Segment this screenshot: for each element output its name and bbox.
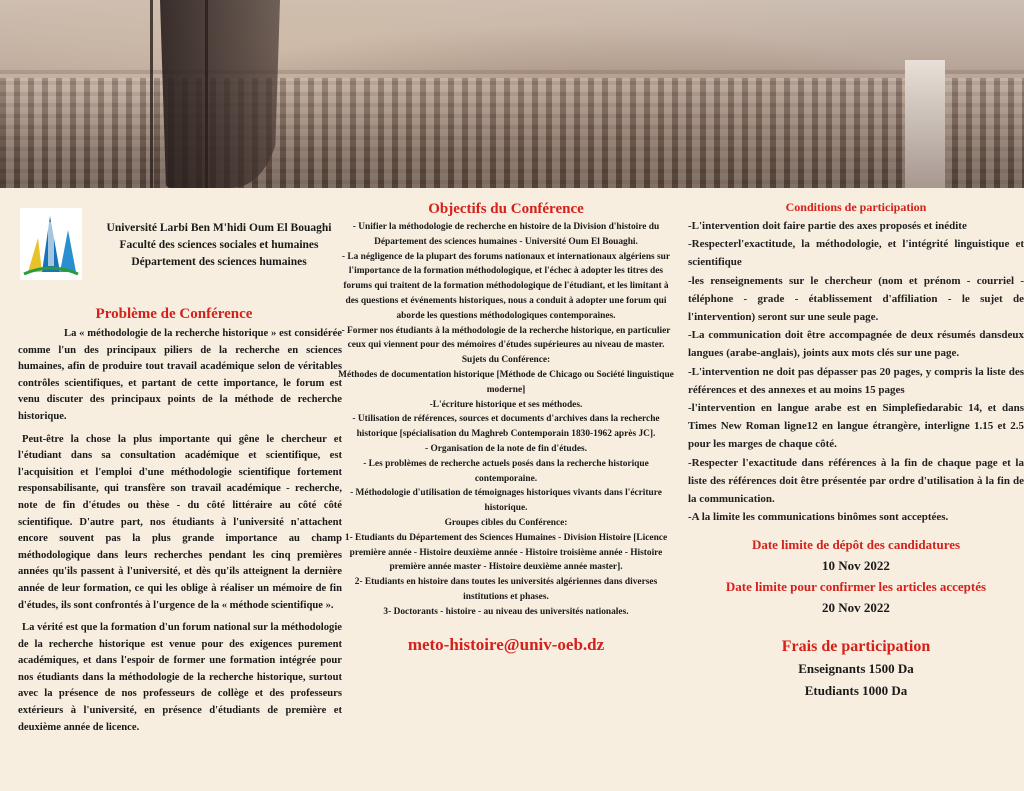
problem-text: [18, 326, 342, 742]
conditions-text: [688, 217, 1024, 526]
objective-line: - Unifier la méthodologie de recherche en histoire de la Division d'histoire du Département des sciences humaines - Université Oum El Bouaghi.: [352, 222, 660, 247]
topic-line: Méthodes de documentation historique [Méthode de Chicago ou Société linguistique moderne]: [338, 369, 674, 395]
target-group-line: 2- Etudiants en histoire dans toutes les universités algériennes dans diverses institutions et phases.: [354, 577, 658, 602]
header-photo-banner: [0, 0, 1024, 188]
university-name: Université Larbi Ben M'hidi Oum El Bouaghi: [106, 222, 332, 234]
condition-line: -Respecterl'exactitude, la méthodologie, et l'intégrité linguistique et scientifique: [688, 238, 1024, 269]
submission-deadline-date: 10 Nov 2022: [822, 558, 890, 574]
fees: [688, 658, 1024, 702]
submission-deadline-label: Date limite de dépôt des candidatures: [751, 537, 961, 553]
condition-line: -L'intervention doit faire partie des axes proposés et inédite: [688, 220, 967, 232]
problem-title: Problème de Conférence: [95, 306, 253, 322]
column-objectives: [338, 198, 674, 655]
condition-line: -La communication doit être accompagnée de deux résumés dansdeux langues (arabe-anglais), joints aux mots clés sur une page.: [688, 329, 1024, 360]
city-skyline: [0, 78, 1024, 188]
condition-line: -l'intervention en langue arabe est en Simplefiedarabic 14, et dans Times New Roman ligne12 en langue étrangère, interligne 1.15 et 2.5 pour les marges de chaque côté.: [688, 402, 1024, 451]
topics-heading: Sujets du Conférence:: [461, 355, 551, 366]
deadlines: [688, 534, 1024, 618]
university-header: [90, 220, 348, 271]
topic-line: - Utilisation de références, sources et documents d'archives dans la recherche historique [spécialisation du Maghreb Contemporain 1830-1962 après JC].: [352, 414, 660, 440]
department-name: Département des sciences humaines: [131, 256, 307, 268]
target-group-line: 1- Etudiants du Département des Sciences Humaines - Division Histoire [Licence première année - Histoire deuxième année - Histoire troisième année - Histoire première année master - Histoire deuxième année master].: [344, 532, 668, 573]
conditions-title: Conditions de participation: [785, 200, 927, 214]
condition-line: -Respecter l'exactitude dans références à la fin de chaque page et la liste des références doit être présentée par ordre d'utilisation à la fin de la communication.: [688, 456, 1024, 506]
target-group-line: 3- Doctorants - histoire - au niveau des universités nationales.: [383, 606, 629, 617]
ship-silhouette: [160, 0, 280, 188]
topic-line: -L'écriture historique et ses méthodes.: [429, 399, 583, 410]
minaret-tower: [905, 60, 945, 188]
faculty-name: Faculté des sciences sociales et humaines: [119, 239, 319, 251]
fee-teachers: Enseignants 1500 Da: [798, 661, 914, 677]
university-logo-icon: [20, 208, 82, 280]
contact-email[interactable]: [338, 635, 674, 655]
topic-line: - Organisation de la note de fin d'études.: [425, 443, 587, 454]
confirm-deadline-date: 20 Nov 2022: [822, 600, 890, 616]
condition-line: -L'intervention ne doit pas dépasser pas 20 pages, y compris la liste des références et des annexes et au moins 15 pages: [688, 365, 1024, 396]
problem-paragraph: Peut-être la chose la plus importante qui gêne le chercheur et l'étudiant dans sa consultation académique et scientifique, est l'acquisition et l'emploi d'une méthodologie scientifique fortement responsabilisante, qui transfère son travail académique - recherche, note de fin d'études ou thèse - du côté littéraire au côté côté scientifique. D'autre part, nos étudiants à l'université n'attachent encore souvent pas la plus grande importance au champ méthodologique dans leurs recherches pendant les cinq premières années qu'ils passent à l'université, et dès qu'ils atteignent la dernière année de leur formation, ce qui les oblige à réaliser un mémoire de fin d'études, ils sont confrontés à l'urgence de la « méthode scientifique ».: [18, 433, 342, 611]
condition-line: -les renseignements sur le chercheur (nom et prénom - courriel - téléphone - grade - établissement d'affiliation - le sujet de l'intervention) seront sur une seule page.: [688, 274, 1024, 324]
ship-mast: [205, 0, 208, 188]
condition-line: -A la limite les communications binômes sont acceptées.: [688, 511, 949, 524]
contact-email-text[interactable]: meto-histoire@univ-oeb.dz: [407, 634, 605, 654]
target-groups-heading: Groupes cibles du Conférence:: [444, 517, 568, 528]
problem-paragraph: La « méthodologie de la recherche historique » est considérée comme l'un des principaux piliers de la recherche en sciences humaines, afin de produire tout travail académique selon de véritables contrôles scientifiques, et partant de cette importance, le forum est venu discuter des principaux points de la méthode de recherche historique.: [18, 328, 342, 422]
fees-title: Frais de participation: [781, 638, 931, 656]
fee-students: Etudiants 1000 Da: [804, 683, 908, 699]
objectives-title: Objectifs du Conférence: [428, 201, 584, 217]
ship-mast: [150, 0, 153, 188]
topic-line: - Méthodologie d'utilisation de témoignages historiques vivants dans l'écriture historique.: [350, 488, 662, 514]
problem-paragraph: La vérité est que la formation d'un forum national sur la méthodologie de la recherche historique est venue pour des exigences purement académiques, et dans l'espoir de former une formation intégrée pour nos étudiants dans la méthodologie de la recherche historique, surtout avec la présence de nos professeurs de collège et des professeurs extérieurs à l'université, en présence d'étudiants de première et deuxième année de licence.: [18, 622, 342, 733]
column-conditions: [688, 198, 1024, 702]
objectives-text: [338, 218, 674, 620]
objective-line: - Former nos étudiants à la méthodologie de la recherche historique, en particulier ceux qui viennent pour des mémoires d'études supérieures au niveau de master.: [341, 325, 671, 351]
objective-line: - La négligence de la plupart des forums nationaux et internationaux algériens sur l'importance de la formation méthodologique, et l'échec à adopter les titres des forums qui traitent de la formation méthodologique de l'étudiant, et les limitant à des questions et événements historiques, nous a conduit à adopter une forum qui aborde les questions méthodologiques contemporaines.: [341, 251, 671, 321]
topic-line: - Les problèmes de recherche actuels posés dans la recherche historique contemporaine.: [363, 458, 649, 484]
confirm-deadline-label: Date limite pour confirmer les articles acceptés: [725, 579, 987, 595]
